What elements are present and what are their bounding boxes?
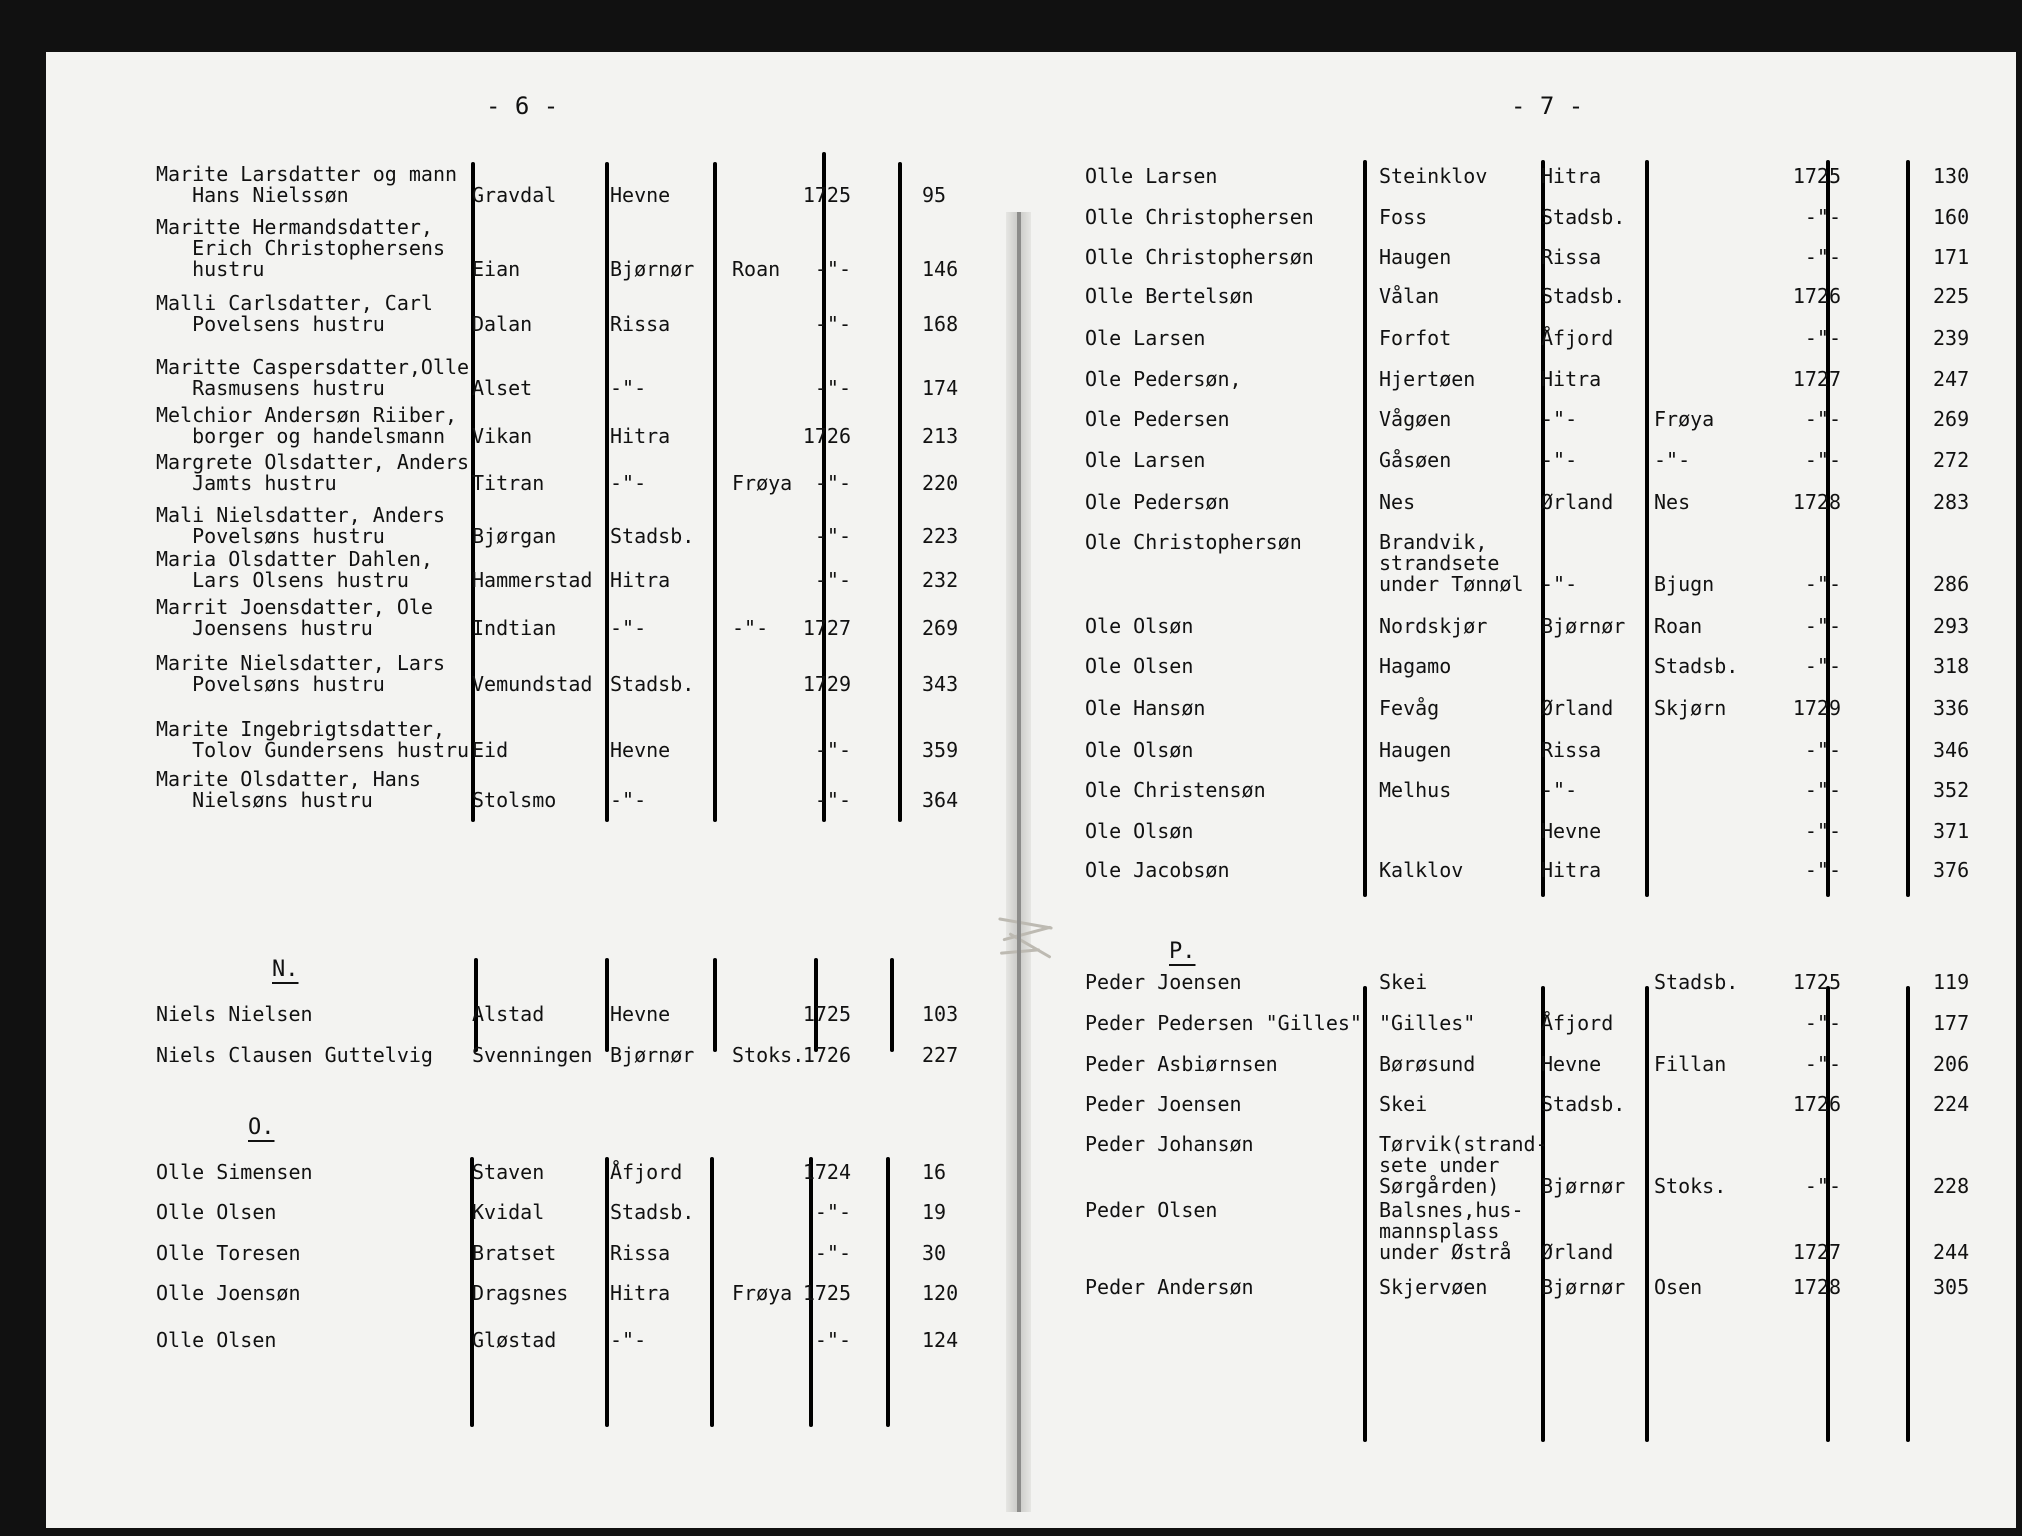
cell-parish2: Frøya bbox=[732, 471, 793, 495]
cell-farm: Vikan bbox=[472, 424, 533, 448]
cell-no: 286 bbox=[1933, 572, 1970, 596]
column-rule bbox=[605, 1157, 609, 1427]
cell-name: Margrete Olsdatter, Anders Jamts hustru bbox=[156, 450, 470, 495]
cell-name: Peder Joensen bbox=[1085, 970, 1242, 994]
cell-parish: Hevne bbox=[1541, 1052, 1602, 1076]
cell-no: 336 bbox=[1933, 696, 1970, 720]
page-number: - 7 - bbox=[1511, 92, 1584, 120]
cell-no: 119 bbox=[1933, 970, 1970, 994]
cell-name: Olle Olsen bbox=[156, 1328, 277, 1352]
column-rule bbox=[1906, 160, 1910, 897]
cell-year: -"- bbox=[814, 738, 851, 762]
column-rule bbox=[605, 958, 609, 1052]
cell-parish2: -"- bbox=[732, 616, 769, 640]
cell-year: 1725 bbox=[802, 1002, 851, 1026]
cell-parish: Rissa bbox=[1541, 245, 1602, 269]
section-heading-n: N. bbox=[272, 957, 299, 982]
cell-parish: Hevne bbox=[1541, 819, 1602, 843]
cell-farm: Titran bbox=[472, 471, 545, 495]
cell-year: -"- bbox=[814, 1241, 851, 1265]
cell-farm: Stolsmo bbox=[472, 788, 557, 812]
cell-farm: "Gilles" bbox=[1379, 1011, 1476, 1035]
cell-parish: Stadsb. bbox=[1541, 284, 1626, 308]
cell-parish: Bjørnør bbox=[1541, 1275, 1626, 1299]
cell-year: -"- bbox=[814, 524, 851, 548]
cell-name: Olle Olsen bbox=[156, 1200, 277, 1224]
cell-farm: Kalklov bbox=[1379, 858, 1464, 882]
cell-parish2: Roan bbox=[732, 257, 781, 281]
cell-no: 224 bbox=[1933, 1092, 1970, 1116]
cell-farm: Dalan bbox=[472, 312, 533, 336]
cell-name: Maritte Caspersdatter,Olle Rasmusens hustru bbox=[156, 355, 470, 400]
cell-farm: Staven bbox=[472, 1160, 545, 1184]
cell-no: 352 bbox=[1933, 778, 1970, 802]
cell-parish: Stadsb. bbox=[610, 1200, 695, 1224]
cell-year: 1728 bbox=[1792, 1275, 1841, 1299]
cell-no: 103 bbox=[922, 1002, 959, 1026]
cell-name: Marite Olsdatter, Hans Nielsøns hustru bbox=[156, 767, 421, 812]
cell-name: Ole Christensøn bbox=[1085, 778, 1266, 802]
cell-farm: Fevåg bbox=[1379, 696, 1440, 720]
cell-farm: Kvidal bbox=[472, 1200, 545, 1224]
cell-no: 19 bbox=[922, 1200, 947, 1224]
cell-parish: Hitra bbox=[1541, 858, 1602, 882]
cell-name: Niels Clausen Guttelvig bbox=[156, 1043, 433, 1067]
cell-farm: Børøsund bbox=[1379, 1052, 1476, 1076]
cell-farm: Vålan bbox=[1379, 284, 1440, 308]
cell-year: -"- bbox=[1804, 205, 1841, 229]
column-rule bbox=[890, 958, 894, 1052]
column-rule bbox=[713, 958, 717, 1052]
cell-year: -"- bbox=[1804, 778, 1841, 802]
cell-parish2: Stoks. bbox=[732, 1043, 805, 1067]
cell-parish: Hitra bbox=[610, 424, 671, 448]
cell-parish2: Frøya bbox=[732, 1281, 793, 1305]
cell-year: 1729 bbox=[802, 672, 851, 696]
column-rule bbox=[898, 162, 902, 822]
cell-name: Melchior Andersøn Riiber, borger og handelsmann bbox=[156, 403, 458, 448]
cell-year: 1726 bbox=[1792, 284, 1841, 308]
cell-farm: Forfot bbox=[1379, 326, 1452, 350]
cell-parish: -"- bbox=[610, 616, 647, 640]
cell-farm: Gravdal bbox=[472, 183, 557, 207]
cell-no: 232 bbox=[922, 568, 959, 592]
cell-name: Ole Pedersen bbox=[1085, 407, 1230, 431]
cell-no: 213 bbox=[922, 424, 959, 448]
cell-farm: Vågøen bbox=[1379, 407, 1452, 431]
column-rule bbox=[886, 1157, 890, 1427]
cell-no: 174 bbox=[922, 376, 959, 400]
cell-year: 1726 bbox=[802, 1043, 851, 1067]
cell-parish2: Bjugn bbox=[1654, 572, 1715, 596]
cell-name: Peder Joensen bbox=[1085, 1092, 1242, 1116]
cell-name: Peder Asbiørnsen bbox=[1085, 1052, 1278, 1076]
cell-year: 1727 bbox=[1792, 367, 1841, 391]
cell-no: 376 bbox=[1933, 858, 1970, 882]
cell-year: 1726 bbox=[1792, 1092, 1841, 1116]
cell-year: -"- bbox=[1804, 654, 1841, 678]
cell-parish: Stadsb. bbox=[1541, 205, 1626, 229]
cell-name: Marrit Joensdatter, Ole Joensens hustru bbox=[156, 595, 433, 640]
cell-name: Maria Olsdatter Dahlen, Lars Olsens hustru bbox=[156, 547, 433, 592]
cell-parish: Hitra bbox=[1541, 367, 1602, 391]
cell-parish2: Fillan bbox=[1654, 1052, 1727, 1076]
cell-parish2: Stoks. bbox=[1654, 1174, 1727, 1198]
cell-year: 1725 bbox=[802, 1281, 851, 1305]
cell-parish: Hitra bbox=[1541, 164, 1602, 188]
cell-year: -"- bbox=[1804, 326, 1841, 350]
cell-name: Ole Olsøn bbox=[1085, 819, 1194, 843]
cell-year: -"- bbox=[814, 471, 851, 495]
cell-parish: Åfjord bbox=[1541, 326, 1614, 350]
section-heading-o: O. bbox=[248, 1115, 275, 1140]
column-rule bbox=[1363, 986, 1367, 1442]
cell-parish: Åfjord bbox=[610, 1160, 683, 1184]
cell-year: -"- bbox=[1804, 1174, 1841, 1198]
cell-farm: Skjervøen bbox=[1379, 1275, 1488, 1299]
cell-farm: Melhus bbox=[1379, 778, 1452, 802]
cell-parish2: Osen bbox=[1654, 1275, 1703, 1299]
cell-name: Peder Olsen bbox=[1085, 1198, 1218, 1222]
cell-parish2: Stadsb. bbox=[1654, 654, 1739, 678]
cell-parish: Ørland bbox=[1541, 1240, 1614, 1264]
cell-no: 244 bbox=[1933, 1240, 1970, 1264]
cell-name: Malli Carlsdatter, Carl Povelsens hustru bbox=[156, 291, 433, 336]
cell-no: 223 bbox=[922, 524, 959, 548]
cell-farm: Steinklov bbox=[1379, 164, 1488, 188]
cell-year: 1727 bbox=[802, 616, 851, 640]
column-rule bbox=[1363, 160, 1367, 897]
cell-no: 130 bbox=[1933, 164, 1970, 188]
cell-year: 1725 bbox=[1792, 970, 1841, 994]
cell-parish: Stadsb. bbox=[610, 524, 695, 548]
cell-year: 1727 bbox=[1792, 1240, 1841, 1264]
cell-parish: Hevne bbox=[610, 738, 671, 762]
cell-no: 16 bbox=[922, 1160, 947, 1184]
cell-year: -"- bbox=[1804, 1052, 1841, 1076]
cell-year: 1726 bbox=[802, 424, 851, 448]
cell-parish: Ørland bbox=[1541, 696, 1614, 720]
cell-farm: Hagamo bbox=[1379, 654, 1452, 678]
cell-parish: -"- bbox=[610, 1328, 647, 1352]
cell-parish: Bjørnør bbox=[610, 257, 695, 281]
cell-name: Ole Larsen bbox=[1085, 326, 1206, 350]
cell-name: Olle Joensøn bbox=[156, 1281, 301, 1305]
cell-no: 364 bbox=[922, 788, 959, 812]
cell-farm: Haugen bbox=[1379, 245, 1452, 269]
cell-no: 206 bbox=[1933, 1052, 1970, 1076]
cell-parish: -"- bbox=[1541, 448, 1578, 472]
cell-parish: Rissa bbox=[610, 1241, 671, 1265]
cell-farm: Nes bbox=[1379, 490, 1416, 514]
cell-year: -"- bbox=[1804, 1011, 1841, 1035]
column-rule bbox=[1906, 986, 1910, 1442]
cell-year: -"- bbox=[1804, 572, 1841, 596]
column-rule bbox=[710, 1157, 714, 1427]
cell-farm: Haugen bbox=[1379, 738, 1452, 762]
cell-name: Ole Larsen bbox=[1085, 448, 1206, 472]
cell-farm: Bjørgan bbox=[472, 524, 557, 548]
cell-year: -"- bbox=[814, 257, 851, 281]
cell-parish2: -"- bbox=[1654, 448, 1691, 472]
cell-no: 305 bbox=[1933, 1275, 1970, 1299]
cell-farm: Hammerstad bbox=[472, 568, 593, 592]
cell-farm: Alstad bbox=[472, 1002, 545, 1026]
cell-parish2: Skjørn bbox=[1654, 696, 1727, 720]
cell-farm: Bratset bbox=[472, 1241, 557, 1265]
cell-farm: Tørvik(strand- sete under Sørgården) bbox=[1379, 1132, 1548, 1198]
cell-name: Marite Nielsdatter, Lars Povelsøns hustru bbox=[156, 651, 445, 696]
right-page bbox=[1031, 52, 2016, 1528]
cell-name: Peder Pedersen "Gilles" bbox=[1085, 1011, 1362, 1035]
cell-name: Ole Jacobsøn bbox=[1085, 858, 1230, 882]
cell-no: 120 bbox=[922, 1281, 959, 1305]
cell-year: -"- bbox=[1804, 819, 1841, 843]
cell-name: Maritte Hermandsdatter, Erich Christophersens hustru bbox=[156, 215, 445, 281]
binding-fold bbox=[1006, 212, 1031, 1512]
cell-parish: Rissa bbox=[610, 312, 671, 336]
cell-no: 359 bbox=[922, 738, 959, 762]
cell-farm: Svenningen bbox=[472, 1043, 593, 1067]
cell-parish: Ørland bbox=[1541, 490, 1614, 514]
cell-farm: Nordskjør bbox=[1379, 614, 1488, 638]
cell-parish: Stadsb. bbox=[1541, 1092, 1626, 1116]
cell-parish2: Frøya bbox=[1654, 407, 1715, 431]
cell-no: 220 bbox=[922, 471, 959, 495]
cell-no: 346 bbox=[1933, 738, 1970, 762]
cell-year: -"- bbox=[1804, 245, 1841, 269]
cell-year: 1728 bbox=[1792, 490, 1841, 514]
cell-no: 228 bbox=[1933, 1174, 1970, 1198]
cell-name: Mali Nielsdatter, Anders Povelsøns hustru bbox=[156, 503, 445, 548]
cell-name: Ole Olsen bbox=[1085, 654, 1194, 678]
cell-year: -"- bbox=[814, 1200, 851, 1224]
cell-no: 95 bbox=[922, 183, 947, 207]
cell-parish: Hitra bbox=[610, 568, 671, 592]
cell-farm: Skei bbox=[1379, 970, 1428, 994]
cell-year: -"- bbox=[814, 788, 851, 812]
cell-parish: Rissa bbox=[1541, 738, 1602, 762]
cell-no: 269 bbox=[922, 616, 959, 640]
cell-year: -"- bbox=[814, 1328, 851, 1352]
column-rule bbox=[1645, 986, 1649, 1442]
cell-no: 247 bbox=[1933, 367, 1970, 391]
cell-name: Ole Pedersøn bbox=[1085, 490, 1230, 514]
cell-no: 227 bbox=[922, 1043, 959, 1067]
cell-name: Ole Christophersøn bbox=[1085, 530, 1302, 554]
cell-no: 168 bbox=[922, 312, 959, 336]
cell-parish2: Stadsb. bbox=[1654, 970, 1739, 994]
cell-no: 318 bbox=[1933, 654, 1970, 678]
cell-no: 124 bbox=[922, 1328, 959, 1352]
cell-no: 225 bbox=[1933, 284, 1970, 308]
cell-year: -"- bbox=[1804, 448, 1841, 472]
cell-name: Peder Johansøn bbox=[1085, 1132, 1254, 1156]
cell-farm: Brandvik, strandsete under Tønnøl bbox=[1379, 530, 1524, 596]
column-rule bbox=[605, 162, 609, 822]
cell-parish: -"- bbox=[610, 788, 647, 812]
cell-no: 30 bbox=[922, 1241, 947, 1265]
cell-no: 371 bbox=[1933, 819, 1970, 843]
cell-name: Ole Olsøn bbox=[1085, 738, 1194, 762]
cell-no: 160 bbox=[1933, 205, 1970, 229]
cell-parish: -"- bbox=[610, 376, 647, 400]
cell-year: 1725 bbox=[802, 183, 851, 207]
cell-name: Ole Olsøn bbox=[1085, 614, 1194, 638]
section-heading-p: P. bbox=[1169, 939, 1196, 964]
cell-year: 1725 bbox=[1792, 164, 1841, 188]
cell-name: Niels Nielsen bbox=[156, 1002, 313, 1026]
cell-farm: Hjertøen bbox=[1379, 367, 1476, 391]
cell-no: 343 bbox=[922, 672, 959, 696]
cell-farm: Foss bbox=[1379, 205, 1428, 229]
cell-parish: -"- bbox=[1541, 778, 1578, 802]
cell-farm: Dragsnes bbox=[472, 1281, 569, 1305]
cell-name: Peder Andersøn bbox=[1085, 1275, 1254, 1299]
cell-name: Marite Ingebrigtsdatter, Tolov Gundersens hustru bbox=[156, 717, 470, 762]
cell-no: 272 bbox=[1933, 448, 1970, 472]
cell-no: 177 bbox=[1933, 1011, 1970, 1035]
cell-parish: -"- bbox=[610, 471, 647, 495]
cell-year: -"- bbox=[1804, 614, 1841, 638]
cell-parish: Bjørnør bbox=[610, 1043, 695, 1067]
cell-parish: Hevne bbox=[610, 1002, 671, 1026]
cell-name: Ole Hansøn bbox=[1085, 696, 1206, 720]
cell-year: -"- bbox=[1804, 738, 1841, 762]
cell-parish: Åfjord bbox=[1541, 1011, 1614, 1035]
cell-no: 171 bbox=[1933, 245, 1970, 269]
cell-farm: Gløstad bbox=[472, 1328, 557, 1352]
cell-no: 293 bbox=[1933, 614, 1970, 638]
cell-year: -"- bbox=[814, 376, 851, 400]
cell-parish: Hevne bbox=[610, 183, 671, 207]
cell-year: -"- bbox=[1804, 407, 1841, 431]
cell-farm: Alset bbox=[472, 376, 533, 400]
page-number: - 6 - bbox=[486, 92, 559, 120]
cell-name: Olle Christophersøn bbox=[1085, 245, 1314, 269]
cell-no: 283 bbox=[1933, 490, 1970, 514]
cell-name: Olle Toresen bbox=[156, 1241, 301, 1265]
cell-parish: Hitra bbox=[610, 1281, 671, 1305]
left-page bbox=[46, 52, 1006, 1528]
cell-name: Olle Simensen bbox=[156, 1160, 313, 1184]
cell-farm: Gåsøen bbox=[1379, 448, 1452, 472]
cell-name: Olle Bertelsøn bbox=[1085, 284, 1254, 308]
cell-year: 1724 bbox=[802, 1160, 851, 1184]
cell-farm: Eian bbox=[472, 257, 521, 281]
cell-no: 146 bbox=[922, 257, 959, 281]
column-rule bbox=[713, 162, 717, 822]
cell-year: 1729 bbox=[1792, 696, 1841, 720]
cell-parish2: Nes bbox=[1654, 490, 1691, 514]
cell-name: Ole Pedersøn, bbox=[1085, 367, 1242, 391]
cell-farm: Skei bbox=[1379, 1092, 1428, 1116]
cell-name: Olle Larsen bbox=[1085, 164, 1218, 188]
cell-farm: Balsnes,hus- mannsplass under Østrå bbox=[1379, 1198, 1524, 1264]
cell-year: -"- bbox=[814, 568, 851, 592]
cell-parish: Stadsb. bbox=[610, 672, 695, 696]
cell-farm: Indtian bbox=[472, 616, 557, 640]
cell-no: 269 bbox=[1933, 407, 1970, 431]
cell-name: Marite Larsdatter og mann Hans Nielssøn bbox=[156, 162, 458, 207]
cell-parish: Bjørnør bbox=[1541, 614, 1626, 638]
scanned-sheet bbox=[46, 52, 2016, 1528]
cell-year: -"- bbox=[1804, 858, 1841, 882]
cell-year: -"- bbox=[814, 312, 851, 336]
cell-farm: Eid bbox=[472, 738, 509, 762]
column-rule bbox=[1645, 160, 1649, 897]
cell-parish: Bjørnør bbox=[1541, 1174, 1626, 1198]
cell-farm: Vemundstad bbox=[472, 672, 593, 696]
cell-parish2: Roan bbox=[1654, 614, 1703, 638]
cell-name: Olle Christophersen bbox=[1085, 205, 1314, 229]
cell-no: 239 bbox=[1933, 326, 1970, 350]
cell-parish: -"- bbox=[1541, 572, 1578, 596]
cell-parish: -"- bbox=[1541, 407, 1578, 431]
